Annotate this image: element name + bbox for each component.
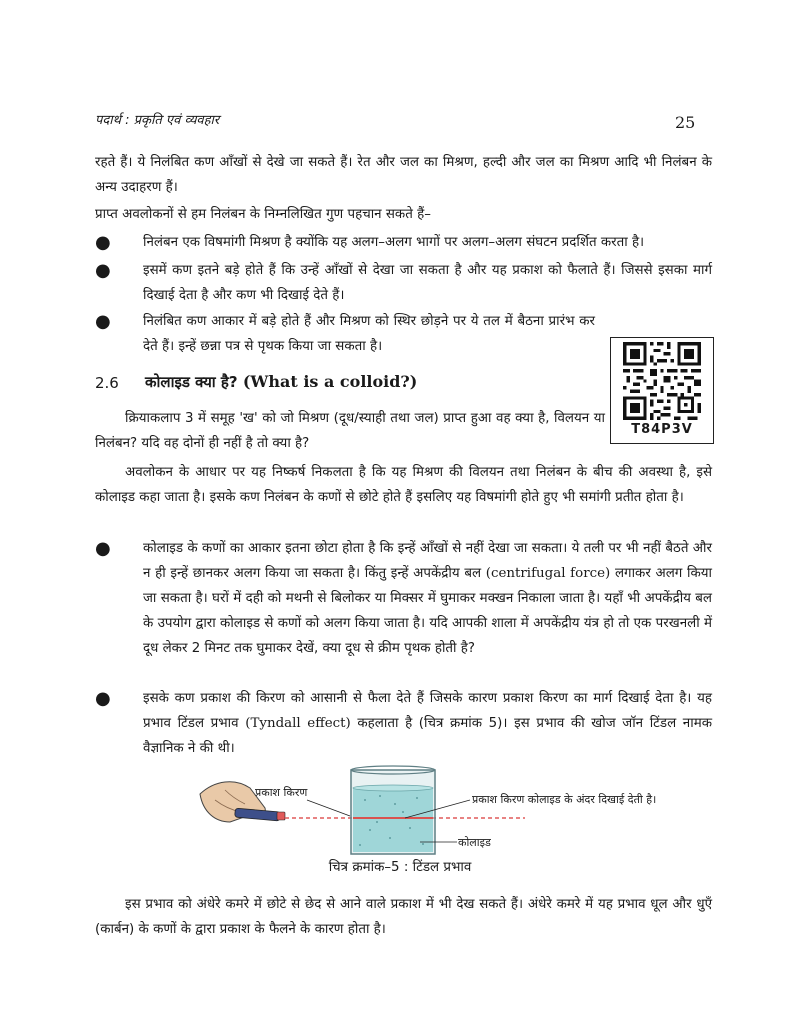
tyndall-illustration bbox=[195, 760, 665, 855]
bullet-text-part: इसके कण प्रकाश की किरण को आसानी से फैला देते हैं जिसके कारण प्रकाश किरण का मार्ग दिखाई देता है। यह प्रभाव टिंडल प्रभाव bbox=[143, 691, 712, 731]
section-title bbox=[145, 372, 417, 392]
paragraph-properties-intro: प्राप्त अवलोकनों से हम निलंबन के निम्नलिखित गुण पहचान सकते हैं– bbox=[95, 207, 431, 222]
bullet-text bbox=[143, 686, 712, 761]
torch-icon bbox=[235, 808, 281, 821]
bullet-icon: ● bbox=[95, 688, 111, 709]
list-item bbox=[95, 258, 712, 308]
bullet-text: निलंबन एक विषमांगी मिश्रण है क्योंकि यह अलग–अलग भागों पर अलग–अलग संघटन प्रदर्शित करता है। bbox=[143, 235, 645, 250]
bullet-icon: ● bbox=[95, 232, 111, 253]
running-head: पदार्थ : प्रकृति एवं व्यवहार bbox=[95, 113, 220, 128]
list-item bbox=[95, 309, 595, 359]
label-colloid: कोलाइड bbox=[458, 836, 491, 849]
bullet-text bbox=[143, 536, 712, 661]
section-number: 2.6 bbox=[95, 374, 119, 392]
section-title-english: (What is a colloid?) bbox=[242, 372, 418, 391]
paragraph-dark-room: इस प्रभाव को अंधेरे कमरे में छोटे से छेद से आने वाले प्रकाश में भी देख सकते हैं। अंधेरे कमरे में यह प्रभाव धूल और धुएँ (कार्बन) के कणों के द्वारा प्रकाश के फैलने के कारण होता है। bbox=[95, 897, 712, 937]
bullet-icon: ● bbox=[95, 538, 111, 559]
paragraph-suspension-examples: रहते हैं। ये निलंबित कण आँखों से देखे जा सकते हैं। रेत और जल का मिश्रण, हल्दी और जल का मिश्रण आदि भी निलंबन के अन्य उदाहरण हैं। bbox=[95, 155, 712, 195]
paragraph-colloid-definition: अवलोकन के आधार पर यह निष्कर्ष निकलता है कि यह मिश्रण की विलयन तथा निलंबन के बीच की अवस्था है, इसे कोलाइड कहा जाता है। इसके कण निलंबन के कणों से छोटे होते हैं इसलिए यह विषमांगी होते हुए भी समांगी प्रतीत होता है। bbox=[95, 465, 712, 505]
term-tyndall-effect: (Tyndall effect) bbox=[245, 716, 351, 731]
qr-code-box[interactable] bbox=[610, 337, 714, 444]
colloid-liquid bbox=[353, 788, 433, 852]
bullet-text-part: लगाकर अलग किया जा सकता है। घरों में दही को मथनी से बिलोकर या मिक्सर में घुमाकर मक्खन निकाला जाता है। यहाँ भी अपकेंद्रीय बल के उपयोग द्वारा कोलाइड से कणों को अलग किया जाता है। यदि आपकी शाला में अपकेंद्रीय यंत्र हो तो एक परखनली में दूध लेकर 2 मिनट तक घुमाकर देखें, क्या दूध से क्रीम पृथक होती है? bbox=[143, 566, 712, 656]
figure-caption: चित्र क्रमांक–5 : टिंडल प्रभाव bbox=[328, 860, 472, 875]
bullet-icon: ● bbox=[95, 311, 111, 332]
paragraph-activity-question: क्रियाकलाप 3 में समूह 'ख' को जो मिश्रण (दूध/स्याही तथा जल) प्राप्त हुआ वह क्या है, विलयन या निलंबन? यदि वह दोनों ही नहीं है तो क्या है? bbox=[95, 411, 605, 451]
bullet-text-part: कहलाता है (चित्र क्रमांक 5)। इस प्रभाव की खोज जॉन टिंडल नामक वैज्ञानिक ने की थी। bbox=[143, 716, 712, 756]
page-number: 25 bbox=[675, 113, 696, 132]
bullet-icon: ● bbox=[95, 260, 111, 281]
list-item bbox=[95, 536, 712, 661]
label-light-ray: प्रकाश किरण bbox=[255, 786, 308, 799]
bullet-text: इसमें कण इतने बड़े होते हैं कि उन्हें आँखों से देखा जा सकता है और यह प्रकाश को फैलाते हैं। जिससे इसका मार्ग दिखाई देता है और कण भी दिखाई देते हैं। bbox=[143, 263, 712, 303]
bullet-text: निलंबित कण आकार में बड़े होते हैं और मिश्रण को स्थिर छोड़ने पर ये तल में बैठना प्रारंभ कर देते हैं। इन्हें छन्ना पत्र से पृथक किया जा सकता है। bbox=[143, 314, 595, 354]
tyndall-effect-figure bbox=[195, 760, 665, 855]
section-title-hindi: कोलाइड क्या है? bbox=[145, 373, 238, 391]
label-beam-visible: प्रकाश किरण कोलाइड के अंदर दिखाई देती है। bbox=[472, 793, 657, 806]
bullet-text-part: कोलाइड के कणों का आकार इतना छोटा होता है कि इन्हें आँखों से नहीं देखा जा सकता। ये तली पर भी नहीं बैठते और न ही इन्हें छानकर अलग किया जा सकता है। किंतु इन्हें अपकेंद्रीय बल bbox=[143, 541, 712, 581]
list-item bbox=[95, 230, 712, 255]
term-centrifugal-force: (centrifugal force) bbox=[485, 566, 611, 581]
qr-code-label: T84P3V bbox=[631, 422, 693, 437]
list-item bbox=[95, 686, 712, 761]
qr-code-icon[interactable] bbox=[616, 342, 708, 420]
